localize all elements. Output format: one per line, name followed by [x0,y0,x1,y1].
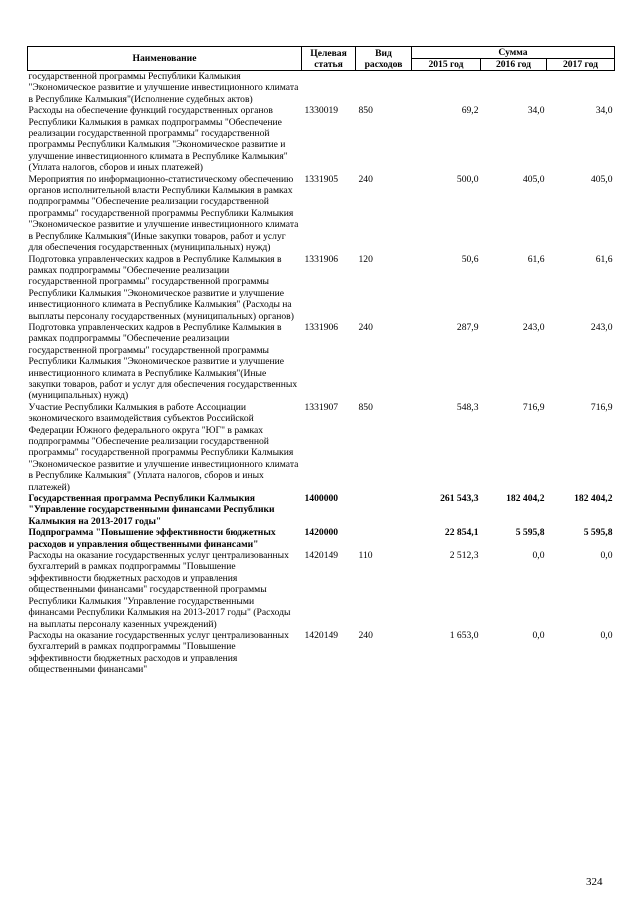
amount-2016: 243,0 [522,321,545,333]
amount-2015: 69,2 [461,105,479,117]
amount-2016: 182 404,2 [506,493,545,505]
amount-2015: 1 653,0 [449,629,479,641]
name-cell: Расходы на оказание государственных услуг централизованных бухгалтерий в рамках подпрограммы "Повышение эффективности бюджетных расходов и управления общественными финансами" государственной программы Республики Калмыкия "Управление государственными финансами Республики Калмыкия на 2013-2017 годы" (Расходы на выплаты персоналу казенных учреждений) [28,550,291,630]
amount-2016: 34,0 [527,105,545,117]
table-row [28,322,615,402]
target-code: 1420149 [304,629,339,641]
target-code: 1330019 [304,105,339,117]
expense-type [356,493,412,527]
amount-2017: 61,6 [595,253,613,265]
name-cell: государственной программы Республики Калмыкия "Экономическое развитие и улучшение инвестиционного климата в Республике Калмыкия"(Исполнение судебных актов) [28,71,299,105]
table-row [28,402,615,493]
target-code: 1331906 [304,321,339,333]
name-cell: Мероприятия по информационно-статистическому обеспечению органов исполнительной власти Республики Калмыкия в рамках подпрограммы "Обеспечение реализации государственной программы" государственной программы Республики Калмыкия "Экономическое развитие и улучшение инвестиционного климата в Республике Калмыкия"(Иные закупки товаров, работ и услуг для обеспечения государственных (муниципальных) нужд) [28,173,299,254]
table-row [28,105,615,173]
header-2016: 2016 год [481,59,547,71]
expense-type: 240 [358,629,373,641]
expense-type: 850 [358,401,373,413]
amount-2015: 22 854,1 [444,527,479,539]
amount-2017: 405,0 [590,173,613,185]
expense-type [356,527,412,550]
name-cell: Участие Республики Калмыкия в работе Ассоциации экономического взаимодействия субъектов Российской Федерации Южного федерального округа "ЮГ" в рамках подпрограммы "Обеспечение реализации государственной программы" государственной программы Республики Калмыкия "Экономическое развитие и улучшение инвестиционного климата в Республике Калмыкия" (Уплата налогов, сборов и иных платежей) [28,401,299,493]
amount-2015: 500,0 [456,173,479,185]
table-row [28,630,615,676]
expense-type [356,71,412,106]
header-2017: 2017 год [547,59,615,71]
page-number: 324 [586,876,603,888]
header-vid: Вид расходов [356,47,412,71]
amount-2017: 716,9 [590,401,613,413]
table-row [28,550,615,630]
amount-2017: 243,0 [590,321,613,333]
target-code: 1420000 [304,527,339,539]
amount-2017: 0,0 [600,629,613,641]
budget-table [27,46,615,676]
amount-2017: 34,0 [595,105,613,117]
name-cell: Государственная программа Республики Калмыкия "Управление государственными финансами Республики Калмыкия на 2013-2017 годы" [28,493,275,527]
amount-2016: 716,9 [522,401,545,413]
header-sum: Сумма [412,47,615,59]
target-code: 1331906 [304,253,339,265]
name-cell: Расходы на оказание государственных услуг централизованных бухгалтерий в рамках подпрограммы "Повышение эффективности бюджетных расходов и управления общественными финансами" [28,629,289,676]
amount-2015 [412,71,481,106]
amount-2015: 261 543,3 [440,493,479,505]
table-row [28,493,615,527]
amount-2015: 50,6 [461,253,479,265]
amount-2017 [547,71,615,106]
amount-2017: 0,0 [600,550,613,562]
expense-type: 240 [358,173,373,185]
amount-2017: 182 404,2 [574,493,613,505]
table-row [28,174,615,254]
header-2015: 2015 год [412,59,481,71]
expense-type: 120 [358,253,373,265]
table-header [28,47,615,71]
target-code [302,71,356,106]
amount-2016: 5 595,8 [515,527,545,539]
name-cell: Подготовка управленческих кадров в Республике Калмыкия в рамках подпрограммы "Обеспечение реализации государственной программы" государственной программы Республики Калмыкия "Экономическое развитие и улучшение инвестиционного климата в Республике Калмыкия" (Расходы на выплаты персоналу государственных (муниципальных) органов) [28,253,294,322]
target-code: 1331907 [304,401,339,413]
name-cell: Подпрограмма "Повышение эффективности бюджетных расходов и управления общественными финансами" [28,527,276,550]
amount-2016: 405,0 [522,173,545,185]
amount-2016: 61,6 [527,253,545,265]
amount-2015: 2 512,3 [449,550,479,562]
amount-2016: 0,0 [532,629,545,641]
amount-2016: 0,0 [532,550,545,562]
amount-2016 [481,71,547,106]
name-cell: Расходы на обеспечение функций государственных органов Республики Калмыкия в рамках подпрограммы "Обеспечение реализации государственной программы" государственной программы Республики Калмыкия "Экономическое развитие и улучшение инвестиционного климата в Республике Калмыкия" (Уплата налогов, сборов и иных платежей) [28,105,288,174]
target-code: 1420149 [304,550,339,562]
target-code: 1400000 [304,493,339,505]
amount-2015: 548,3 [456,401,479,413]
header-name: Наименование [28,47,302,71]
table-row [28,254,615,322]
expense-type: 850 [358,105,373,117]
expense-type: 110 [358,550,373,562]
amount-2015: 287,9 [456,321,479,333]
table-row [28,71,615,106]
name-cell: Подготовка управленческих кадров в Республике Калмыкия в рамках подпрограммы "Обеспечение реализации государственной программы" государственной программы Республики Калмыкия "Экономическое развитие и улучшение инвестиционного климата в Республике Калмыкия"(Иные закупки товаров, работ и услуг для обеспечения государственных (муниципальных) нужд) [28,321,298,402]
target-code: 1331905 [304,173,339,185]
amount-2017: 5 595,8 [583,527,613,539]
table-body [28,71,615,676]
header-target: Целевая статья [302,47,356,71]
table-row [28,527,615,550]
expense-type: 240 [358,321,373,333]
